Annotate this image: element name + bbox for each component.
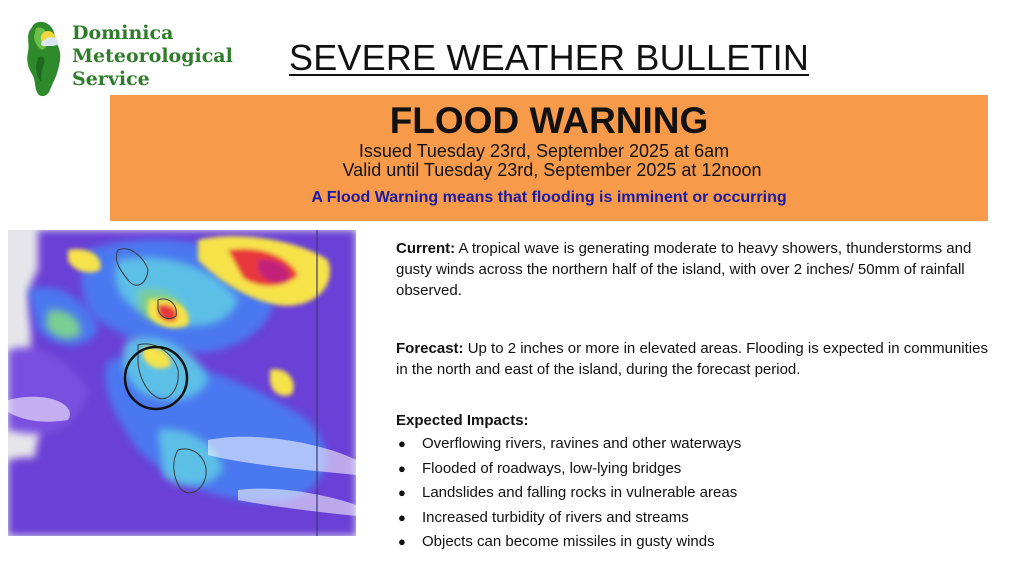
warning-valid: Valid until Tuesday 23rd, September 2025 at 12noon (342, 160, 762, 180)
warning-issued: Issued Tuesday 23rd, September 2025 at 6am (358, 141, 730, 161)
logo-line-3: Service (72, 68, 150, 90)
impact-text: Flooded of roadways, low-lying bridges (422, 459, 682, 477)
impact-item (396, 508, 741, 533)
bullet-icon: ● (398, 485, 406, 501)
forecast-text: Up to 2 inches or more in elevated areas. Flooding is expected in communities in the north and east of the island, during the forecast period. (396, 340, 988, 378)
impact-item (396, 459, 741, 484)
impact-item (396, 434, 741, 459)
impact-text: Objects can become missiles in gusty winds (422, 533, 715, 551)
current-paragraph (396, 238, 986, 301)
bullet-icon: ● (398, 509, 406, 525)
bullet-icon: ● (398, 534, 406, 550)
warning-title: FLOOD WARNING (389, 100, 709, 141)
impact-text: Landslides and falling rocks in vulnerable areas (422, 484, 738, 502)
bulletin-title: SEVERE WEATHER BULLETIN (289, 37, 810, 78)
current-label: Current: (396, 240, 456, 257)
impacts-list (396, 434, 741, 557)
impact-text: Overflowing rivers, ravines and other waterways (422, 435, 742, 452)
impacts-heading: Expected Impacts: (396, 412, 529, 429)
logo-line-1: Dominica (72, 22, 174, 44)
dms-logo (20, 18, 256, 100)
current-text: A tropical wave is generating moderate to heavy showers, thunderstorms and gusty winds across the northern half of the island, with over 2 inches/ 50mm of rainfall observed. (396, 240, 972, 299)
forecast-paragraph (396, 338, 996, 380)
impact-text: Increased turbidity of rivers and streams (422, 508, 689, 526)
impact-item (396, 532, 741, 557)
impact-item (396, 483, 741, 508)
radar-map-graphic (8, 230, 356, 536)
flood-warning-banner (110, 95, 988, 221)
forecast-label: Forecast: (396, 340, 464, 357)
warning-meaning: A Flood Warning means that flooding is imminent or occurring (311, 189, 787, 206)
radar-rainfall-image (8, 230, 356, 536)
bullet-icon: ● (398, 460, 406, 476)
logo-line-2: Meteorological (72, 45, 233, 67)
bullet-icon: ● (398, 436, 406, 451)
dominica-island-logo-icon (20, 18, 74, 100)
